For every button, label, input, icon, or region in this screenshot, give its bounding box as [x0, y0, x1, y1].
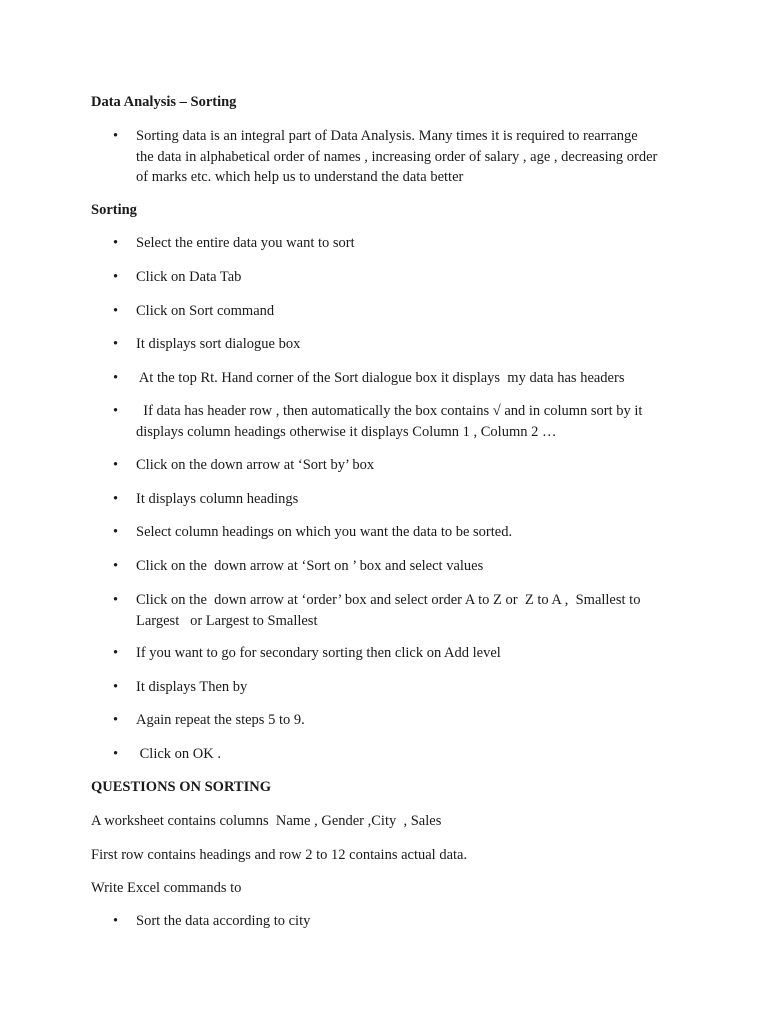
list-item-line: Click on the down arrow at ‘order’ box and select order A to Z or Z to A , Smallest to: [136, 592, 641, 608]
list-item: It displays sort dialogue box: [136, 336, 301, 352]
list-item: Select the entire data you want to sort: [136, 235, 355, 251]
bullet-symbol: •: [113, 645, 119, 661]
bullet-symbol: •: [113, 712, 119, 728]
list-item: It displays column headings: [136, 491, 299, 507]
list-item-line: If data has header row , then automatically the box contains √ and in column sort by it: [136, 403, 643, 419]
list-item: If you want to go for secondary sorting then click on Add level: [136, 645, 501, 661]
bullet-symbol: •: [113, 235, 119, 251]
bullet-symbol: •: [113, 269, 119, 285]
bullet-symbol: •: [113, 491, 119, 507]
bullet-symbol: •: [113, 336, 119, 352]
intro-line: of marks etc. which help us to understand the data better: [136, 169, 464, 185]
page-title: Data Analysis – Sorting: [91, 94, 237, 110]
list-item: Click on OK .: [136, 746, 221, 762]
list-item: Select column headings on which you want the data to be sorted.: [136, 524, 513, 540]
intro-paragraph: [136, 126, 696, 188]
question-paragraph: Write Excel commands to: [91, 880, 242, 896]
bullet-symbol: •: [113, 913, 119, 929]
list-item: Click on Data Tab: [136, 269, 242, 285]
bullet-symbol: •: [113, 746, 119, 762]
section-heading-questions: QUESTIONS ON SORTING: [91, 779, 271, 795]
section-heading-sorting: Sorting: [91, 202, 137, 218]
list-item: [136, 590, 696, 631]
bullet-symbol: •: [113, 303, 119, 319]
list-item: [136, 401, 696, 442]
list-item: Click on Sort command: [136, 303, 275, 319]
bullet-symbol: •: [113, 128, 119, 144]
list-item: Click on the down arrow at ‘Sort by’ box: [136, 457, 375, 473]
question-paragraph: First row contains headings and row 2 to 12 contains actual data.: [91, 847, 468, 863]
bullet-symbol: •: [113, 457, 119, 473]
intro-line: the data in alphabetical order of names , increasing order of salary , age , decreasing order: [136, 148, 658, 165]
list-item: Click on the down arrow at ‘Sort on ’ box and select values: [136, 558, 484, 574]
bullet-symbol: •: [113, 524, 119, 540]
bullet-symbol: •: [113, 592, 119, 608]
bullet-symbol: •: [113, 370, 119, 386]
question-paragraph: A worksheet contains columns Name , Gender ,City , Sales: [91, 813, 442, 829]
bullet-symbol: •: [113, 679, 119, 695]
list-item: At the top Rt. Hand corner of the Sort dialogue box it displays my data has headers: [136, 370, 625, 386]
list-item-line: displays column headings otherwise it displays Column 1 , Column 2 …: [136, 423, 557, 440]
bullet-symbol: •: [113, 403, 119, 419]
list-item: Again repeat the steps 5 to 9.: [136, 712, 305, 728]
list-item-line: Largest or Largest to Smallest: [136, 612, 318, 629]
list-item: Sort the data according to city: [136, 913, 311, 929]
list-item: It displays Then by: [136, 679, 248, 695]
intro-line: Sorting data is an integral part of Data Analysis. Many times it is required to rearrange: [136, 128, 638, 144]
bullet-symbol: •: [113, 558, 119, 574]
